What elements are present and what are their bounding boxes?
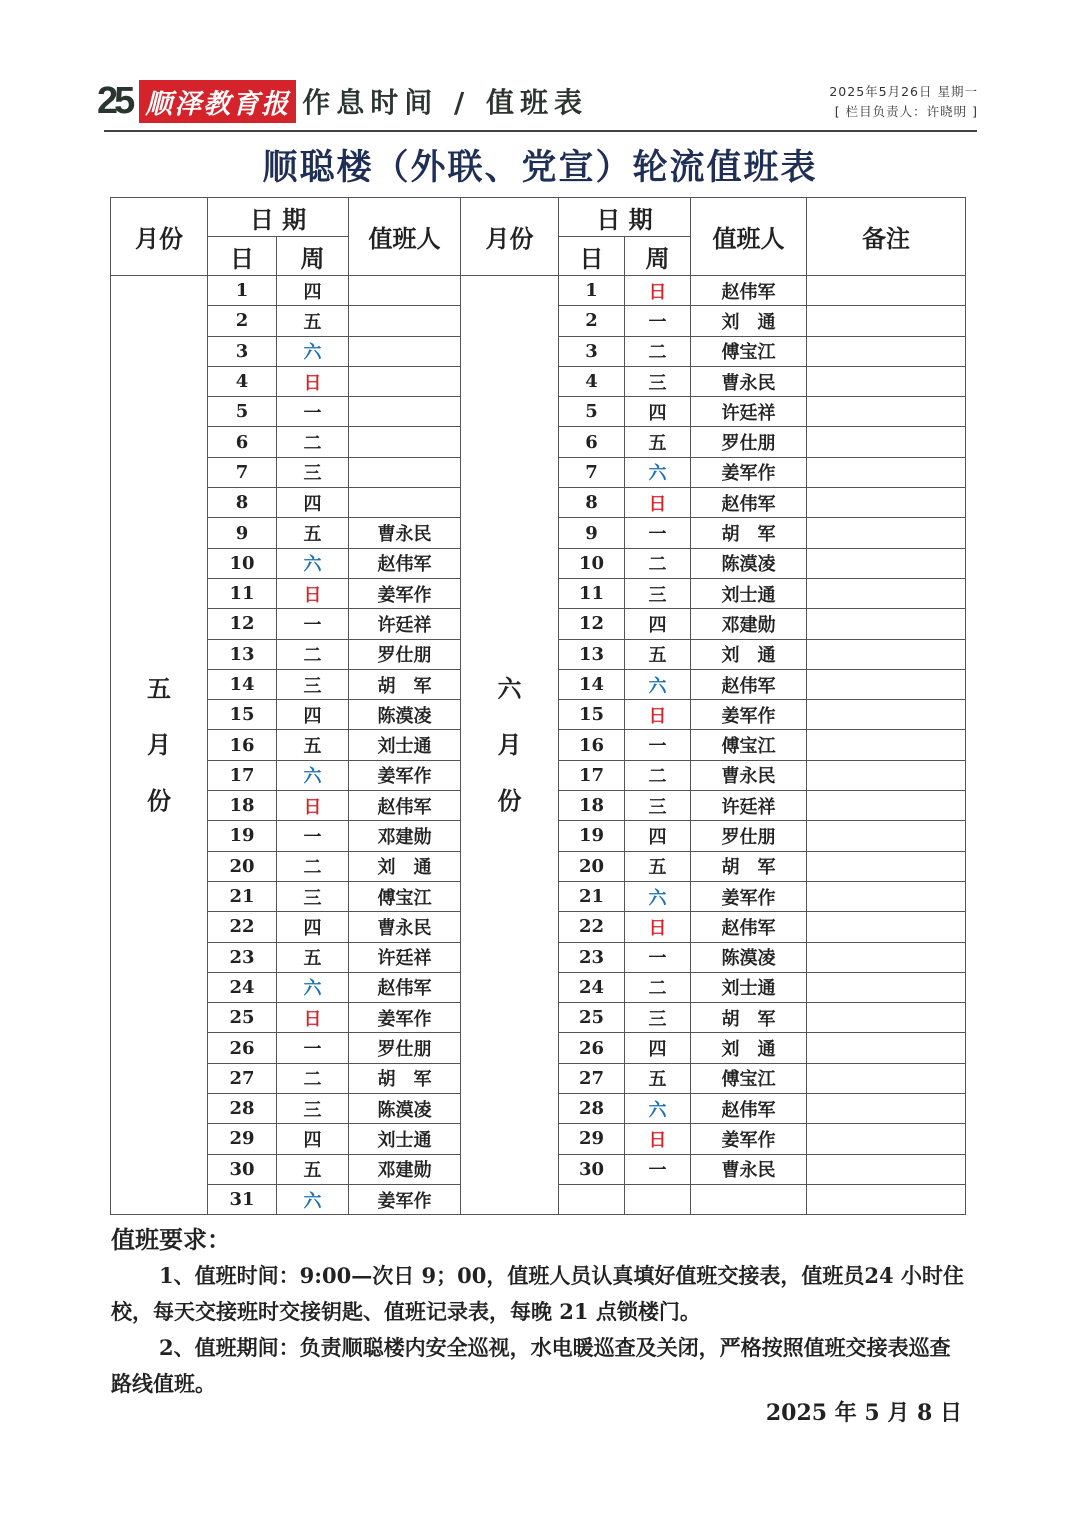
requirements-title: 值班要求： [111, 1225, 231, 1254]
may-person: 陈漠凌 [349, 1094, 461, 1124]
may-person: 姜军作 [349, 578, 461, 608]
june-person: 胡 军 [691, 1003, 807, 1033]
june-person: 曹永民 [691, 1154, 807, 1184]
may-day: 3 [208, 336, 277, 366]
may-day: 24 [208, 972, 277, 1002]
may-day: 25 [208, 1003, 277, 1033]
may-day: 10 [208, 548, 277, 578]
june-weekday: 五 [625, 427, 691, 457]
june-weekday: 日 [625, 912, 691, 942]
may-day: 1 [208, 276, 277, 306]
may-day: 20 [208, 851, 277, 881]
june-day: 30 [559, 1154, 625, 1184]
header-person: 值班人 [691, 198, 807, 276]
remark-cell [807, 366, 966, 396]
june-person: 赵伟军 [691, 1094, 807, 1124]
june-day: 27 [559, 1063, 625, 1093]
may-weekday: 五 [277, 518, 349, 548]
table-row [111, 276, 966, 306]
remark-cell [807, 912, 966, 942]
may-person [349, 397, 461, 427]
may-weekday: 四 [277, 1124, 349, 1154]
june-weekday: 一 [625, 730, 691, 760]
may-person [349, 488, 461, 518]
remark-cell [807, 942, 966, 972]
june-weekday: 二 [625, 760, 691, 790]
june-weekday: 二 [625, 548, 691, 578]
remark-cell [807, 518, 966, 548]
june-person: 胡 军 [691, 851, 807, 881]
june-day: 28 [559, 1094, 625, 1124]
june-person [691, 1184, 807, 1214]
may-day: 26 [208, 1033, 277, 1063]
requirement-item: 1、值班时间：9:00—次日 9；00，值班人员认真填好值班交接表，值班员24 小时住校，每天交接班时交接钥匙、值班记录表，每晚 21 点锁楼门。 [111, 1263, 964, 1324]
may-weekday: 五 [277, 730, 349, 760]
june-weekday: 二 [625, 336, 691, 366]
may-person: 许廷祥 [349, 942, 461, 972]
june-day: 22 [559, 912, 625, 942]
june-person: 罗仕朋 [691, 821, 807, 851]
june-day: 16 [559, 730, 625, 760]
june-day: 4 [559, 366, 625, 396]
may-person [349, 336, 461, 366]
june-weekday: 四 [625, 1033, 691, 1063]
june-person: 姜军作 [691, 700, 807, 730]
june-weekday: 日 [625, 488, 691, 518]
issue-date: 2025年5月26日 星期一 [829, 84, 978, 99]
may-person: 罗仕朋 [349, 1033, 461, 1063]
may-person: 胡 军 [349, 669, 461, 699]
may-weekday: 四 [277, 488, 349, 518]
month-label-char: 份 [147, 786, 171, 816]
may-weekday: 日 [277, 366, 349, 396]
may-person [349, 457, 461, 487]
remark-cell [807, 1003, 966, 1033]
june-day: 19 [559, 821, 625, 851]
requirements [111, 1222, 971, 1402]
header-month: 月份 [461, 198, 559, 276]
may-person: 姜军作 [349, 1184, 461, 1214]
june-day: 15 [559, 700, 625, 730]
june-weekday: 一 [625, 518, 691, 548]
june-weekday [625, 1184, 691, 1214]
remark-cell [807, 548, 966, 578]
june-day: 20 [559, 851, 625, 881]
may-weekday: 二 [277, 639, 349, 669]
may-day: 27 [208, 1063, 277, 1093]
may-weekday: 日 [277, 578, 349, 608]
header-date: 日 期 [559, 198, 691, 237]
june-person: 陈漠凌 [691, 548, 807, 578]
june-person: 赵伟军 [691, 276, 807, 306]
may-weekday: 三 [277, 1094, 349, 1124]
remark-cell [807, 1184, 966, 1214]
remark-cell [807, 336, 966, 366]
issue-number: 25 [97, 79, 132, 122]
may-day: 11 [208, 578, 277, 608]
remark-cell [807, 1154, 966, 1184]
june-day: 2 [559, 306, 625, 336]
may-person: 赵伟军 [349, 548, 461, 578]
june-weekday: 五 [625, 1063, 691, 1093]
may-person: 陈漠凌 [349, 700, 461, 730]
may-day: 6 [208, 427, 277, 457]
may-day: 14 [208, 669, 277, 699]
june-weekday: 一 [625, 942, 691, 972]
june-day: 10 [559, 548, 625, 578]
may-day: 22 [208, 912, 277, 942]
remark-cell [807, 457, 966, 487]
remark-cell [807, 397, 966, 427]
june-day: 9 [559, 518, 625, 548]
header-divider [104, 130, 977, 132]
june-weekday: 六 [625, 1094, 691, 1124]
may-weekday: 二 [277, 1063, 349, 1093]
june-person: 曹永民 [691, 366, 807, 396]
june-person: 傅宝江 [691, 1063, 807, 1093]
june-person: 赵伟军 [691, 912, 807, 942]
column-editor: [ 栏目负责人：许晓明 ] [834, 104, 978, 119]
requirement-item: 2、值班期间：负责顺聪楼内安全巡视，水电暖巡查及关闭，严格按照值班交接表巡查路线值班。 [111, 1335, 951, 1396]
june-day: 11 [559, 578, 625, 608]
header-day: 日 [559, 237, 625, 276]
may-person: 许廷祥 [349, 609, 461, 639]
june-weekday: 六 [625, 457, 691, 487]
june-person: 傅宝江 [691, 730, 807, 760]
june-person: 邓建勋 [691, 609, 807, 639]
may-day: 31 [208, 1184, 277, 1214]
masthead [97, 80, 588, 122]
june-day [559, 1184, 625, 1214]
june-day: 25 [559, 1003, 625, 1033]
may-weekday: 日 [277, 791, 349, 821]
remark-cell [807, 1033, 966, 1063]
header-month: 月份 [111, 198, 208, 276]
may-person [349, 276, 461, 306]
may-weekday: 三 [277, 881, 349, 911]
june-person: 许廷祥 [691, 397, 807, 427]
june-weekday: 一 [625, 1154, 691, 1184]
may-weekday: 六 [277, 336, 349, 366]
header-day: 日 [208, 237, 277, 276]
may-weekday: 一 [277, 397, 349, 427]
june-weekday: 四 [625, 821, 691, 851]
june-person: 许廷祥 [691, 791, 807, 821]
remark-cell [807, 972, 966, 1002]
june-day: 18 [559, 791, 625, 821]
may-day: 23 [208, 942, 277, 972]
june-day: 12 [559, 609, 625, 639]
june-person: 刘 通 [691, 1033, 807, 1063]
may-weekday: 六 [277, 548, 349, 578]
may-weekday: 四 [277, 700, 349, 730]
signature-date: 2025 年 5 月 8 日 [765, 1400, 962, 1426]
june-day: 24 [559, 972, 625, 1002]
may-person: 刘 通 [349, 851, 461, 881]
may-person: 赵伟军 [349, 972, 461, 1002]
may-day: 7 [208, 457, 277, 487]
june-weekday: 二 [625, 972, 691, 1002]
june-person: 赵伟军 [691, 669, 807, 699]
may-day: 28 [208, 1094, 277, 1124]
remark-cell [807, 700, 966, 730]
may-weekday: 四 [277, 276, 349, 306]
june-weekday: 日 [625, 700, 691, 730]
may-weekday: 六 [277, 972, 349, 1002]
month-may [111, 276, 208, 1215]
may-person: 邓建勋 [349, 821, 461, 851]
page-title: 顺聪楼（外联、党宣）轮流值班表 [262, 147, 818, 188]
may-person: 赵伟军 [349, 791, 461, 821]
may-day: 8 [208, 488, 277, 518]
may-weekday: 五 [277, 306, 349, 336]
may-day: 29 [208, 1124, 277, 1154]
header-week: 周 [625, 237, 691, 276]
newspaper-logo: 顺泽教育报 [139, 80, 296, 123]
header-remark: 备注 [807, 198, 966, 276]
june-weekday: 六 [625, 881, 691, 911]
remark-cell [807, 730, 966, 760]
may-day: 17 [208, 760, 277, 790]
may-weekday: 六 [277, 760, 349, 790]
june-weekday: 三 [625, 1003, 691, 1033]
june-day: 14 [559, 669, 625, 699]
remark-cell [807, 851, 966, 881]
june-person: 刘 通 [691, 306, 807, 336]
june-weekday: 日 [625, 1124, 691, 1154]
june-person: 刘士通 [691, 972, 807, 1002]
may-weekday: 一 [277, 821, 349, 851]
may-day: 12 [208, 609, 277, 639]
remark-cell [807, 306, 966, 336]
may-day: 5 [208, 397, 277, 427]
june-person: 陈漠凌 [691, 942, 807, 972]
may-day: 16 [208, 730, 277, 760]
header-date: 日 期 [208, 198, 349, 237]
month-label-char: 五 [147, 674, 171, 704]
may-weekday: 四 [277, 912, 349, 942]
may-person: 姜军作 [349, 760, 461, 790]
may-weekday: 三 [277, 457, 349, 487]
remark-cell [807, 276, 966, 306]
may-weekday: 二 [277, 851, 349, 881]
june-person: 刘士通 [691, 578, 807, 608]
june-weekday: 四 [625, 609, 691, 639]
june-person: 赵伟军 [691, 488, 807, 518]
june-day: 23 [559, 942, 625, 972]
remark-cell [807, 639, 966, 669]
may-person: 罗仕朋 [349, 639, 461, 669]
june-weekday: 六 [625, 669, 691, 699]
may-weekday: 一 [277, 1033, 349, 1063]
june-weekday: 三 [625, 366, 691, 396]
may-person: 曹永民 [349, 912, 461, 942]
may-weekday: 五 [277, 1154, 349, 1184]
remark-cell [807, 488, 966, 518]
june-day: 6 [559, 427, 625, 457]
june-day: 26 [559, 1033, 625, 1063]
may-person: 刘士通 [349, 730, 461, 760]
remark-cell [807, 1124, 966, 1154]
header-person: 值班人 [349, 198, 461, 276]
remark-cell [807, 578, 966, 608]
may-day: 4 [208, 366, 277, 396]
month-label-char: 月 [497, 730, 522, 760]
section-title: 作息时间 / 值班表 [302, 86, 589, 119]
june-person: 罗仕朋 [691, 427, 807, 457]
may-day: 13 [208, 639, 277, 669]
june-day: 8 [559, 488, 625, 518]
remark-cell [807, 609, 966, 639]
june-weekday: 三 [625, 578, 691, 608]
may-person: 刘士通 [349, 1124, 461, 1154]
june-day: 21 [559, 881, 625, 911]
june-weekday: 五 [625, 851, 691, 881]
june-weekday: 一 [625, 306, 691, 336]
may-weekday: 一 [277, 609, 349, 639]
remark-cell [807, 760, 966, 790]
june-person: 曹永民 [691, 760, 807, 790]
june-day: 17 [559, 760, 625, 790]
may-day: 21 [208, 881, 277, 911]
june-weekday: 四 [625, 397, 691, 427]
remark-cell [807, 821, 966, 851]
month-label-char: 份 [497, 786, 522, 816]
may-person: 曹永民 [349, 518, 461, 548]
masthead-meta [829, 82, 978, 122]
june-weekday: 五 [625, 639, 691, 669]
remark-cell [807, 1063, 966, 1093]
june-day: 29 [559, 1124, 625, 1154]
may-day: 9 [208, 518, 277, 548]
may-weekday: 六 [277, 1184, 349, 1214]
may-day: 18 [208, 791, 277, 821]
remark-cell [807, 1094, 966, 1124]
may-person: 胡 军 [349, 1063, 461, 1093]
month-label-char: 六 [497, 674, 522, 704]
may-day: 2 [208, 306, 277, 336]
june-person: 傅宝江 [691, 336, 807, 366]
may-weekday: 五 [277, 942, 349, 972]
june-person: 姜军作 [691, 1124, 807, 1154]
june-weekday: 三 [625, 791, 691, 821]
june-person: 刘 通 [691, 639, 807, 669]
may-day: 15 [208, 700, 277, 730]
remark-cell [807, 427, 966, 457]
remark-cell [807, 669, 966, 699]
may-person: 傅宝江 [349, 881, 461, 911]
month-label-char: 月 [147, 730, 171, 760]
june-day: 13 [559, 639, 625, 669]
june-person: 胡 军 [691, 518, 807, 548]
may-person [349, 427, 461, 457]
june-weekday: 日 [625, 276, 691, 306]
may-weekday: 二 [277, 427, 349, 457]
june-person: 姜军作 [691, 457, 807, 487]
june-day: 5 [559, 397, 625, 427]
remark-cell [807, 791, 966, 821]
june-day: 1 [559, 276, 625, 306]
may-weekday: 日 [277, 1003, 349, 1033]
may-person [349, 306, 461, 336]
remark-cell [807, 881, 966, 911]
may-day: 19 [208, 821, 277, 851]
duty-table [110, 197, 966, 1215]
month-june [461, 276, 559, 1215]
may-day: 30 [208, 1154, 277, 1184]
header-week: 周 [277, 237, 349, 276]
june-person: 姜军作 [691, 881, 807, 911]
june-day: 7 [559, 457, 625, 487]
june-day: 3 [559, 336, 625, 366]
may-weekday: 三 [277, 669, 349, 699]
may-person: 邓建勋 [349, 1154, 461, 1184]
may-person [349, 366, 461, 396]
may-person: 姜军作 [349, 1003, 461, 1033]
